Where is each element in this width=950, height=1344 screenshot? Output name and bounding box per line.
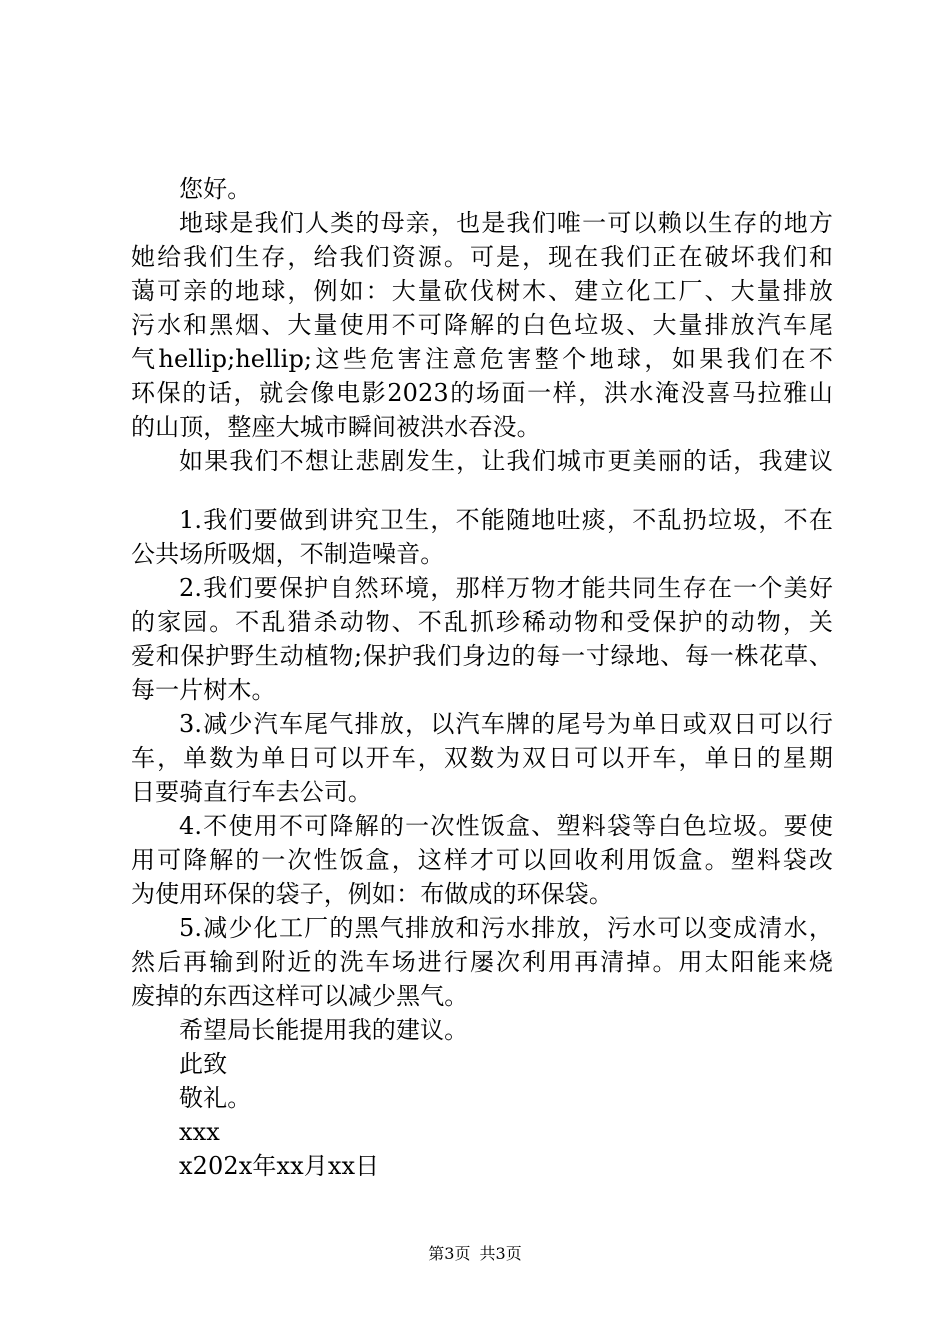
suggestion-4 [131, 809, 833, 911]
hope-line: 希望局长能提用我的建议。 [179, 1016, 469, 1044]
text-line: 环保的话，就会像电影2023的场面一样，洪水淹没喜马拉雅山 [131, 379, 833, 407]
text-line: 气hellip;hellip;这些危害注意危害整个地球，如果我们在不 [131, 345, 833, 373]
closing-jing-li: 敬礼。 [179, 1084, 252, 1112]
suggestion-1 [131, 503, 833, 571]
paragraph-gap [131, 478, 833, 503]
text-line: 2.我们要保护自然环境，那样万物才能共同生存在一个美好 [179, 574, 833, 602]
signature: xxx [179, 1118, 220, 1146]
text-line: 污水和黑烟、大量使用不可降解的白色垃圾、大量排放汽车尾 [131, 311, 833, 339]
suggestion-2 [131, 571, 833, 707]
text-line: 用可降解的一次性饭盒，这样才可以回收利用饭盒。塑料袋改 [131, 846, 833, 874]
text-line: 地球是我们人类的母亲，也是我们唯一可以赖以生存的地方 [179, 209, 833, 237]
text-line: 公共场所吸烟，不制造噪音。 [131, 540, 445, 568]
text-line: 5.减少化工厂的黑气排放和污水排放，污水可以变成清水， [179, 914, 833, 942]
suggestion-3 [131, 707, 833, 809]
date-line: x202x年xx月xx日 [179, 1152, 380, 1180]
page-footer [0, 1243, 950, 1265]
text-line: 然后再输到附近的洗车场进行屡次利用再清掉。用太阳能来烧 [131, 948, 833, 976]
page-total: 共3页 [479, 1244, 522, 1263]
text-line: 日要骑直行车去公司。 [131, 778, 372, 806]
letter-body [131, 172, 833, 1183]
text-line: 车，单数为单日可以开车，双数为双日可以开车，单日的星期 [131, 744, 833, 772]
paragraph-1 [131, 206, 833, 444]
closing-ci-zhi: 此致 [179, 1050, 228, 1078]
salutation: 您好。 [179, 175, 252, 203]
text-line: 的家园。不乱猎杀动物、不乱抓珍稀动物和受保护的动物，关 [131, 608, 833, 636]
text-line: 3.减少汽车尾气排放，以汽车牌的尾号为单日或双日可以行 [179, 710, 833, 738]
text-line: 每一片树木。 [131, 676, 276, 704]
page-number: 第3页 [428, 1244, 471, 1263]
text-line: 1.我们要做到讲究卫生，不能随地吐痰，不乱扔垃圾，不在 [179, 506, 833, 534]
text-line: 为使用环保的袋子，例如：布做成的环保袋。 [131, 880, 613, 908]
text-line: 蔼可亲的地球，例如：大量砍伐树木、建立化工厂、大量排放 [131, 277, 833, 305]
text-line: 4.不使用不可降解的一次性饭盒、塑料袋等白色垃圾。要使 [179, 812, 833, 840]
text-line: 她给我们生存，给我们资源。可是，现在我们正在破坏我们和 [131, 243, 833, 271]
text-line: 废掉的东西这样可以减少黑气。 [131, 982, 469, 1010]
paragraph-2: 如果我们不想让悲剧发生，让我们城市更美丽的话，我建议 [179, 447, 833, 475]
text-line: 的山顶，整座大城市瞬间被洪水吞没。 [131, 413, 541, 441]
text-line: 爱和保护野生动植物;保护我们身边的每一寸绿地、每一株花草、 [131, 642, 833, 670]
suggestion-5 [131, 911, 833, 1013]
